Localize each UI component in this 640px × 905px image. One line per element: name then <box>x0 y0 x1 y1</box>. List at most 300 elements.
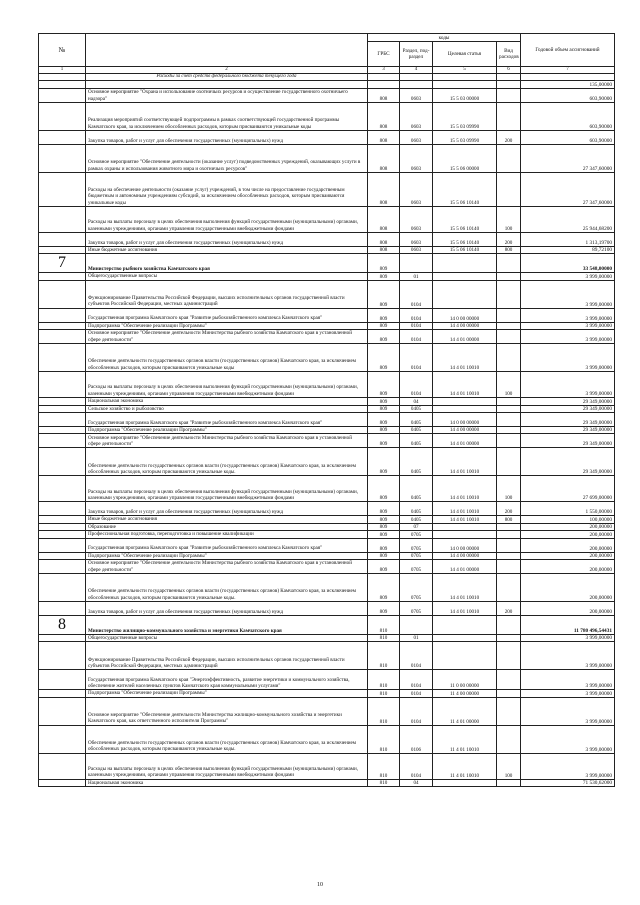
row-expense-type <box>497 322 521 329</box>
row-name: Основное мероприятие "Обеспечение деятельности (оказание услуг) подведомственных учреждений, оказывающих услуги в рамках охраны и использования животного мира и охотничьих ресурсов" <box>86 145 368 173</box>
row-amount: 100,00000 <box>521 516 615 523</box>
row-name: Закупка товаров, работ и услуг для обеспечения государственных (муниципальных) нужд <box>86 502 368 516</box>
row-target-article: 14 4 01 10010 <box>433 602 497 616</box>
row-razdel: 0104 <box>400 670 433 690</box>
row-name: Расходы на выплаты персоналу в целях обеспечения выполнения функций государственными (муниципальными) органами, казенными учреждениями, органами управления государственными внебюджетными фондами <box>86 207 368 233</box>
table-row <box>39 81 615 89</box>
row-name: Общегосударственные вопросы <box>86 635 368 642</box>
row-expense-type <box>497 145 521 173</box>
row-name: Основное мероприятие "Обеспечение деятельности Министерства рыбного хозяйства Камчатского края в установленной сфере деятельности" <box>86 434 368 448</box>
row-expense-type: 200 <box>497 602 521 616</box>
row-amount: 200,00000 <box>521 602 615 616</box>
row-expense-type <box>497 560 521 574</box>
row-number <box>39 344 86 372</box>
row-number <box>39 538 86 552</box>
row-target-article: 15 5 03 00000 <box>433 89 497 103</box>
row-grbs: 809 <box>368 560 400 574</box>
row-target-article: 14 4 00 00000 <box>433 322 497 329</box>
row-name: Профессиональная подготовка, переподготовка и повышение квалификации <box>86 531 368 538</box>
row-target-article: 14 0 00 00000 <box>433 538 497 552</box>
row-target-article: 11 0 00 00000 <box>433 670 497 690</box>
row-razdel: 04 <box>400 398 433 405</box>
table-row <box>39 753 615 779</box>
header-codes: коды <box>368 34 521 42</box>
row-amount: 29 349,00000 <box>521 405 615 412</box>
row-name: Закупка товаров, работ и услуг для обеспечения государственных (муниципальных) нужд <box>86 602 368 616</box>
row-target-article <box>433 405 497 412</box>
section-subheader: Расходы за счет средств федерального бюджета текущего года <box>86 74 368 81</box>
row-expense-type <box>497 413 521 427</box>
row-number <box>39 308 86 322</box>
row-grbs: 809 <box>368 476 400 502</box>
col-number: 2 <box>86 67 368 74</box>
row-expense-type <box>497 398 521 405</box>
row-target-article: 11 4 01 10010 <box>433 725 497 753</box>
row-amount: 200,00000 <box>521 531 615 538</box>
row-number <box>39 173 86 207</box>
row-amount: 3 999,00000 <box>521 372 615 398</box>
header-grbs: ГРБС <box>368 42 400 67</box>
row-number <box>39 207 86 233</box>
row-razdel: 0603 <box>400 233 433 247</box>
row-amount: 29 349,00000 <box>521 448 615 476</box>
row-target-article: 15 5 06 10140 <box>433 247 497 254</box>
table-row <box>39 697 615 725</box>
table-row <box>39 560 615 574</box>
row-razdel <box>400 254 433 273</box>
row-amount: 29 349,00000 <box>521 434 615 448</box>
row-amount: 200,00000 <box>521 523 615 530</box>
row-expense-type <box>497 81 521 89</box>
row-grbs: 809 <box>368 322 400 329</box>
row-number <box>39 398 86 405</box>
table-row <box>39 602 615 616</box>
row-number <box>39 523 86 530</box>
row-expense-type: 100 <box>497 372 521 398</box>
row-razdel: 0405 <box>400 405 433 412</box>
table-row <box>39 233 615 247</box>
row-target-article: 14 4 01 10010 <box>433 476 497 502</box>
row-razdel: 0405 <box>400 434 433 448</box>
row-amount: 27 347,60000 <box>521 173 615 207</box>
row-grbs: 809 <box>368 531 400 538</box>
row-number <box>39 233 86 247</box>
row-target-article <box>433 642 497 670</box>
row-amount: 27 699,00000 <box>521 476 615 502</box>
table-row <box>39 207 615 233</box>
row-amount: 3 999,00000 <box>521 308 615 322</box>
table-row <box>39 725 615 753</box>
section-subheader-row <box>39 74 615 81</box>
row-target-article: 14 4 01 10010 <box>433 516 497 523</box>
row-expense-type: 200 <box>497 131 521 145</box>
row-grbs: 809 <box>368 448 400 476</box>
row-target-article: 14 4 00 00000 <box>433 552 497 559</box>
row-razdel: 0104 <box>400 372 433 398</box>
row-name: Расходы на обеспечение деятельности (оказание услуг) учреждений, в том числе на предоставление государственным бюджетным и автономным учреждениям субсидий, за исключением обособленных расходов, которым присваиваются уникальные коды <box>86 173 368 207</box>
row-grbs: 809 <box>368 574 400 602</box>
row-razdel: 07 <box>400 523 433 530</box>
row-amount: 603,90000 <box>521 89 615 103</box>
col-number: 4 <box>400 67 433 74</box>
header-name <box>86 34 368 67</box>
row-target-article <box>433 280 497 308</box>
row-expense-type <box>497 254 521 273</box>
row-target-article: 15 5 06 10140 <box>433 233 497 247</box>
row-amount: 33 548,00000 <box>521 254 615 273</box>
row-number <box>39 602 86 616</box>
row-expense-type <box>497 523 521 530</box>
row-grbs: 809 <box>368 434 400 448</box>
table-row <box>39 273 615 280</box>
row-expense-type <box>497 308 521 322</box>
row-number <box>39 434 86 448</box>
row-expense-type <box>497 89 521 103</box>
row-target-article: 14 4 01 00000 <box>433 330 497 344</box>
row-razdel <box>400 81 433 89</box>
row-expense-type: 200 <box>497 502 521 516</box>
row-expense-type <box>497 273 521 280</box>
row-grbs: 809 <box>368 330 400 344</box>
row-number <box>39 322 86 329</box>
table-row <box>39 434 615 448</box>
row-razdel: 0705 <box>400 560 433 574</box>
row-name: Иные бюджетные ассигнования <box>86 247 368 254</box>
row-grbs: 809 <box>368 280 400 308</box>
row-amount: 200,00000 <box>521 560 615 574</box>
row-expense-type <box>497 635 521 642</box>
row-expense-type <box>497 552 521 559</box>
row-target-article: 14 4 01 10010 <box>433 448 497 476</box>
row-target-article <box>433 254 497 273</box>
row-target-article <box>433 273 497 280</box>
row-number <box>39 516 86 523</box>
row-amount: 3 999,00000 <box>521 753 615 779</box>
row-amount: 1 550,00000 <box>521 502 615 516</box>
row-amount: 3 999,00000 <box>521 280 615 308</box>
row-grbs: 809 <box>368 372 400 398</box>
row-name: Основное мероприятие "Обеспечение деятельности Министерства рыбного хозяйства Камчатского края в установленной сфере деятельности" <box>86 330 368 344</box>
column-number-row <box>39 67 615 74</box>
row-number <box>39 690 86 697</box>
row-target-article: 15 5 06 10140 <box>433 173 497 207</box>
table-row <box>39 635 615 642</box>
table-body <box>39 81 615 787</box>
row-razdel: 0104 <box>400 330 433 344</box>
row-razdel: 0603 <box>400 145 433 173</box>
row-amount: 3 999,00000 <box>521 642 615 670</box>
row-name: Общегосударственные вопросы <box>86 273 368 280</box>
row-expense-type <box>497 616 521 635</box>
row-amount: 3 999,00000 <box>521 273 615 280</box>
row-razdel: 0405 <box>400 516 433 523</box>
page-number: 10 <box>317 882 323 888</box>
table-row <box>39 516 615 523</box>
row-name: Национальная экономика <box>86 398 368 405</box>
row-grbs: 809 <box>368 344 400 372</box>
header-num: № <box>39 34 86 67</box>
col-number: 5 <box>433 67 497 74</box>
row-amount: 200,00000 <box>521 574 615 602</box>
row-razdel: 0603 <box>400 103 433 131</box>
table-row <box>39 538 615 552</box>
row-expense-type <box>497 642 521 670</box>
row-target-article: 15 5 06 10140 <box>433 207 497 233</box>
row-amount: 71 530,62000 <box>521 779 615 786</box>
row-razdel: 0603 <box>400 247 433 254</box>
table-row <box>39 254 615 273</box>
row-name: Функционирование Правительства Российской Федерации, высших исполнительных органов государственной власти субъектов Российской Федерации, местных администраций <box>86 642 368 670</box>
row-razdel: 0405 <box>400 427 433 434</box>
row-target-article: 15 5 03 09990 <box>433 103 497 131</box>
row-name: Подпрограмма "Обеспечение реализации Программы" <box>86 690 368 697</box>
row-grbs: 810 <box>368 753 400 779</box>
row-number <box>39 81 86 89</box>
row-expense-type <box>497 538 521 552</box>
col-number: 3 <box>368 67 400 74</box>
row-number <box>39 247 86 254</box>
row-name: Расходы на выплаты персоналу в целях обеспечения выполнения функций государственными (муниципальными) органами, казенными учреждениями, органами управления государственными внебюджетными фондами <box>86 476 368 502</box>
row-number <box>39 552 86 559</box>
row-grbs: 809 <box>368 254 400 273</box>
row-grbs: 808 <box>368 207 400 233</box>
row-amount: 3 999,00000 <box>521 330 615 344</box>
row-razdel: 0106 <box>400 725 433 753</box>
row-number <box>39 574 86 602</box>
row-expense-type <box>497 427 521 434</box>
row-number <box>39 330 86 344</box>
row-razdel: 0104 <box>400 642 433 670</box>
row-grbs: 808 <box>368 247 400 254</box>
row-target-article: 14 0 00 00000 <box>433 413 497 427</box>
row-amount: 29 349,00000 <box>521 413 615 427</box>
row-grbs: 809 <box>368 523 400 530</box>
row-grbs: 809 <box>368 413 400 427</box>
row-target-article: 11 4 00 00000 <box>433 690 497 697</box>
row-amount: 29 349,00000 <box>521 427 615 434</box>
row-razdel: 01 <box>400 273 433 280</box>
row-amount: 3 999,00000 <box>521 322 615 329</box>
table-row <box>39 779 615 786</box>
table-row <box>39 552 615 559</box>
row-expense-type <box>497 779 521 786</box>
table-row <box>39 476 615 502</box>
row-name: Обеспечение деятельности государственных органов власти (государственных органов) Камчатского края, за исключением обособленных расходов, которым присваиваются уникальные коды. <box>86 448 368 476</box>
table-row <box>39 322 615 329</box>
row-name: Расходы на выплаты персоналу в целях обеспечения выполнения функций государственными (муниципальными) органами, казенными учреждениями, органами управления государственными внебюджетными фондами <box>86 753 368 779</box>
table-row <box>39 173 615 207</box>
row-razdel: 0104 <box>400 697 433 725</box>
row-razdel: 0405 <box>400 413 433 427</box>
table-row <box>39 103 615 131</box>
row-razdel: 0104 <box>400 280 433 308</box>
row-target-article <box>433 398 497 405</box>
table-row <box>39 427 615 434</box>
row-target-article: 15 5 06 00000 <box>433 145 497 173</box>
row-target-article: 14 0 00 00000 <box>433 308 497 322</box>
col-number: 7 <box>521 67 615 74</box>
table-row <box>39 574 615 602</box>
row-number <box>39 642 86 670</box>
row-number <box>39 103 86 131</box>
row-expense-type <box>497 344 521 372</box>
row-razdel: 0705 <box>400 531 433 538</box>
row-amount: 25 944,68200 <box>521 207 615 233</box>
row-expense-type: 200 <box>497 233 521 247</box>
row-expense-type <box>497 697 521 725</box>
row-name: Основное мероприятие "Обеспечение деятельности Министерства жилищно-коммунального хозяйства и энергетики Камчатского края, как ответственного исполнителя Программы" <box>86 697 368 725</box>
row-number <box>39 145 86 173</box>
row-razdel: 0705 <box>400 574 433 602</box>
row-expense-type <box>497 434 521 448</box>
row-grbs: 810 <box>368 616 400 635</box>
row-grbs: 809 <box>368 405 400 412</box>
row-name: Функционирование Правительства Российской Федерации, высших исполнительных органов государственной власти субъектов Российской Федерации, местных администраций <box>86 280 368 308</box>
row-number <box>39 448 86 476</box>
table-row <box>39 330 615 344</box>
row-target-article <box>433 635 497 642</box>
row-number <box>39 273 86 280</box>
row-expense-type <box>497 280 521 308</box>
table-row <box>39 670 615 690</box>
row-name: Государственная программа Камчатского края "Развитие рыбохозяйственного комплекса Камчатского края" <box>86 413 368 427</box>
row-amount: 200,00000 <box>521 552 615 559</box>
row-number <box>39 372 86 398</box>
row-grbs: 809 <box>368 538 400 552</box>
row-expense-type <box>497 330 521 344</box>
row-expense-type: 800 <box>497 516 521 523</box>
row-number <box>39 531 86 538</box>
row-amount: 1 313,19700 <box>521 233 615 247</box>
table-row <box>39 372 615 398</box>
row-razdel: 0405 <box>400 502 433 516</box>
row-number <box>39 413 86 427</box>
row-target-article: 11 4 01 10010 <box>433 753 497 779</box>
row-amount: 29 349,00000 <box>521 398 615 405</box>
row-number <box>39 725 86 753</box>
row-razdel <box>400 616 433 635</box>
row-grbs: 809 <box>368 602 400 616</box>
row-name: Подпрограмма "Обеспечение реализации Программы" <box>86 552 368 559</box>
row-target-article: 11 4 01 00000 <box>433 697 497 725</box>
row-amount: 200,00000 <box>521 538 615 552</box>
table-row <box>39 308 615 322</box>
row-name: Государственная программа Камчатского края "Развитие рыбохозяйственного комплекса Камчатского края" <box>86 538 368 552</box>
row-target-article: 14 4 01 10010 <box>433 372 497 398</box>
row-number <box>39 131 86 145</box>
row-razdel: 0104 <box>400 753 433 779</box>
row-grbs: 808 <box>368 103 400 131</box>
budget-table <box>38 33 615 787</box>
row-grbs: 809 <box>368 398 400 405</box>
row-expense-type <box>497 405 521 412</box>
row-expense-type: 100 <box>497 476 521 502</box>
row-target-article: 14 4 01 10010 <box>433 574 497 602</box>
row-razdel: 0104 <box>400 308 433 322</box>
row-name: Обеспечение деятельности государственных органов власти (государственных органов) Камчатского края, за исключением обособленных расходов, которым присваиваются уникальные коды. <box>86 574 368 602</box>
row-razdel: 0104 <box>400 322 433 329</box>
row-name: Национальная экономика <box>86 779 368 786</box>
table-row <box>39 502 615 516</box>
row-expense-type: 100 <box>497 753 521 779</box>
table-row <box>39 642 615 670</box>
row-name <box>86 81 368 89</box>
row-razdel: 0405 <box>400 448 433 476</box>
row-grbs: 810 <box>368 635 400 642</box>
header-razdel: Раздел, под-раздел <box>400 42 433 67</box>
table-row <box>39 280 615 308</box>
row-razdel: 01 <box>400 635 433 642</box>
row-razdel: 04 <box>400 779 433 786</box>
row-grbs: 809 <box>368 552 400 559</box>
row-name: Реализация мероприятий соответствующей подпрограммы в рамках соответствующей государственной программы Камчатского края, за исключением обособленных расходов, которым присваиваются уникальные коды <box>86 103 368 131</box>
row-target-article: 14 4 01 10010 <box>433 502 497 516</box>
col-number: 1 <box>39 67 86 74</box>
row-amount: 603,90000 <box>521 131 615 145</box>
row-name: Основное мероприятие "Охрана и использование охотничьих ресурсов и осуществление государственного охотничьего надзора" <box>86 89 368 103</box>
row-grbs: 808 <box>368 89 400 103</box>
row-razdel: 0104 <box>400 690 433 697</box>
row-target-article <box>433 779 497 786</box>
row-expense-type <box>497 448 521 476</box>
table-row <box>39 413 615 427</box>
table-row <box>39 145 615 173</box>
row-target-article <box>433 523 497 530</box>
row-grbs: 810 <box>368 779 400 786</box>
row-amount: 3 999,00000 <box>521 725 615 753</box>
row-target-article: 15 5 03 09990 <box>433 131 497 145</box>
header-csr: Целевая статья <box>433 42 497 67</box>
row-amount: 3 999,00000 <box>521 690 615 697</box>
row-amount: 3 999,00000 <box>521 670 615 690</box>
row-amount: 3 999,00000 <box>521 635 615 642</box>
row-name: Государственная программа Камчатского края "Энергоэффективность, развитие энергетики и коммунального хозяйства, обеспечение жителей населенных пунктов Камчатского края коммунальными услугами" <box>86 670 368 690</box>
row-name: Расходы на выплаты персоналу в целях обеспечения выполнения функций государственными (муниципальными) органами, казенными учреждениями, органами управления государственными внебюджетными фондами <box>86 372 368 398</box>
row-number <box>39 89 86 103</box>
row-grbs: 808 <box>368 145 400 173</box>
row-number <box>39 476 86 502</box>
row-amount: 27 347,60000 <box>521 145 615 173</box>
row-grbs: 810 <box>368 697 400 725</box>
row-razdel: 0405 <box>400 476 433 502</box>
header-amount: Годовой объем ассигнований <box>521 34 615 67</box>
row-number <box>39 670 86 690</box>
row-number <box>39 405 86 412</box>
row-razdel: 0603 <box>400 173 433 207</box>
table-row <box>39 89 615 103</box>
table-row <box>39 405 615 412</box>
row-number <box>39 753 86 779</box>
row-amount: 603,90000 <box>521 103 615 131</box>
row-amount: 3 999,00000 <box>521 697 615 725</box>
row-name: Сельское хозяйство и рыболовство <box>86 405 368 412</box>
row-name: Министерство жилищно-коммунального хозяйства и энергетики Камчатского края <box>86 616 368 635</box>
row-number: 7 <box>39 254 86 273</box>
row-grbs: 810 <box>368 670 400 690</box>
table-row <box>39 531 615 538</box>
row-number <box>39 502 86 516</box>
row-name: Подпрограмма "Обеспечение реализации Программы" <box>86 427 368 434</box>
row-name: Подпрограмма "Обеспечение реализации Программы" <box>86 322 368 329</box>
row-grbs: 809 <box>368 502 400 516</box>
row-grbs: 809 <box>368 273 400 280</box>
row-expense-type <box>497 725 521 753</box>
row-expense-type <box>497 103 521 131</box>
col-number: 6 <box>497 67 521 74</box>
row-razdel: 0705 <box>400 602 433 616</box>
table-row <box>39 398 615 405</box>
row-grbs: 810 <box>368 725 400 753</box>
